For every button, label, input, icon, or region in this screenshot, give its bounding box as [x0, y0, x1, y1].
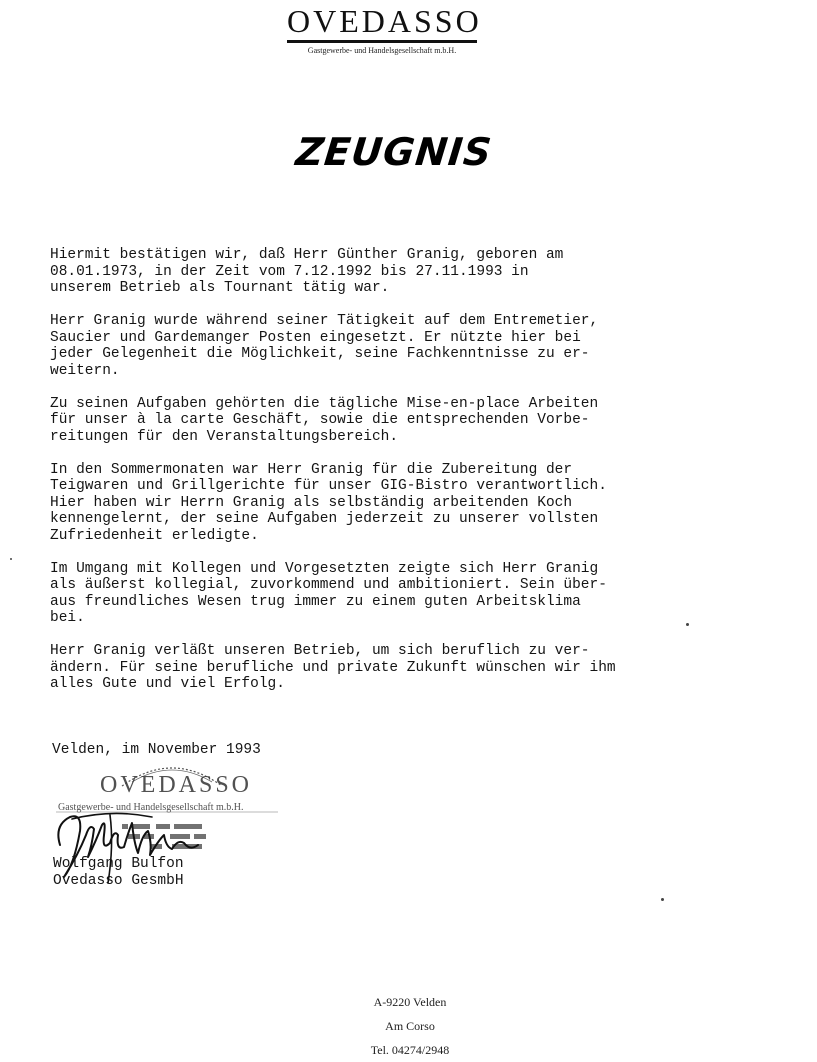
text-line: Hiermit bestätigen wir, daß Herr Günther Granig, geboren am — [50, 247, 564, 263]
text-line: 08.01.1973, in der Zeit vom 7.12.1992 bis 27.11.1993 in — [50, 263, 529, 280]
footer-phone: Tel. 04274/2948 — [370, 1043, 450, 1057]
scan-speck — [10, 558, 12, 560]
paragraph-conduct — [50, 561, 730, 627]
text-line: bei. — [50, 610, 85, 626]
paragraph-farewell — [50, 643, 730, 693]
footer-address — [330, 990, 490, 1062]
company-logo: OVEDASSO — [287, 2, 477, 43]
signer-name: Wolfgang Bulfon — [53, 856, 184, 872]
paragraph-confirmation — [50, 247, 730, 297]
text-line: Zu seinen Aufgaben gehörten die tägliche Mise-en-place Arbeiten — [50, 395, 599, 412]
letter-body — [50, 247, 730, 709]
text-line: Hier haben wir Herrn Granig als selbständig arbeitenden Koch — [50, 494, 573, 511]
signer-company: Ovedasso GesmbH — [53, 872, 184, 889]
stamp-subtitle: Gastgewerbe- und Handelsgesellschaft m.b.H. — [58, 802, 244, 813]
paragraph-positions — [50, 313, 730, 379]
text-line: Im Umgang mit Kollegen und Vorgesetzten zeigte sich Herr Granig — [50, 560, 599, 577]
company-subtitle: Gastgewerbe- und Handelsgesellschaft m.b.H. — [307, 46, 457, 55]
scan-speck — [661, 898, 664, 901]
footer-street: Am Corso — [385, 1019, 435, 1033]
text-line: aus freundliches Wesen trug immer zu einem guten Arbeitsklima — [50, 593, 581, 610]
text-line: jeder Gelegenheit die Möglichkeit, seine Fachkenntnisse zu er- — [50, 346, 590, 362]
text-line: Herr Granig wurde während seiner Tätigkeit auf dem Entremetier, — [50, 313, 599, 329]
text-line: Teigwaren und Grillgerichte für unser GIG-Bistro verantwortlich. — [50, 478, 607, 494]
text-line: alles Gute und viel Erfolg. — [50, 676, 285, 692]
text-line: reitungen für den Veranstaltungsbereich. — [50, 428, 399, 445]
document-title: ZEUGNIS — [293, 130, 495, 174]
text-line: weitern. — [50, 362, 120, 379]
text-line: als äußerst kollegial, zuvorkommend und ambitioniert. Sein über- — [50, 577, 607, 593]
text-line: In den Sommermonaten war Herr Granig für die Zubereitung der — [50, 461, 573, 478]
text-line: Herr Granig verläßt unseren Betrieb, um sich beruflich zu ver- — [50, 643, 590, 659]
text-line: ändern. Für seine berufliche und private Zukunft wünschen wir ihm — [50, 659, 616, 676]
text-line: kennengelernt, der seine Aufgaben jederzeit zu unserer vollsten — [50, 511, 599, 527]
place-and-date: Velden, im November 1993 — [52, 742, 261, 758]
letterhead — [287, 2, 482, 55]
footer-postal: A-9220 Velden — [373, 995, 447, 1009]
text-line: für unser à la carte Geschäft, sowie die entsprechenden Vorbe- — [50, 412, 590, 428]
text-line: Zufriedenheit erledigte. — [50, 527, 259, 544]
paragraph-summer — [50, 462, 730, 545]
paragraph-duties — [50, 396, 730, 446]
signer-block — [53, 856, 184, 889]
scan-speck — [686, 623, 689, 626]
text-line: unserem Betrieb als Tournant tätig war. — [50, 280, 390, 296]
text-line: Saucier und Gardemanger Posten eingesetzt. Er nützte hier bei — [50, 329, 581, 346]
stamp-logo: OVEDASSO — [100, 772, 253, 798]
